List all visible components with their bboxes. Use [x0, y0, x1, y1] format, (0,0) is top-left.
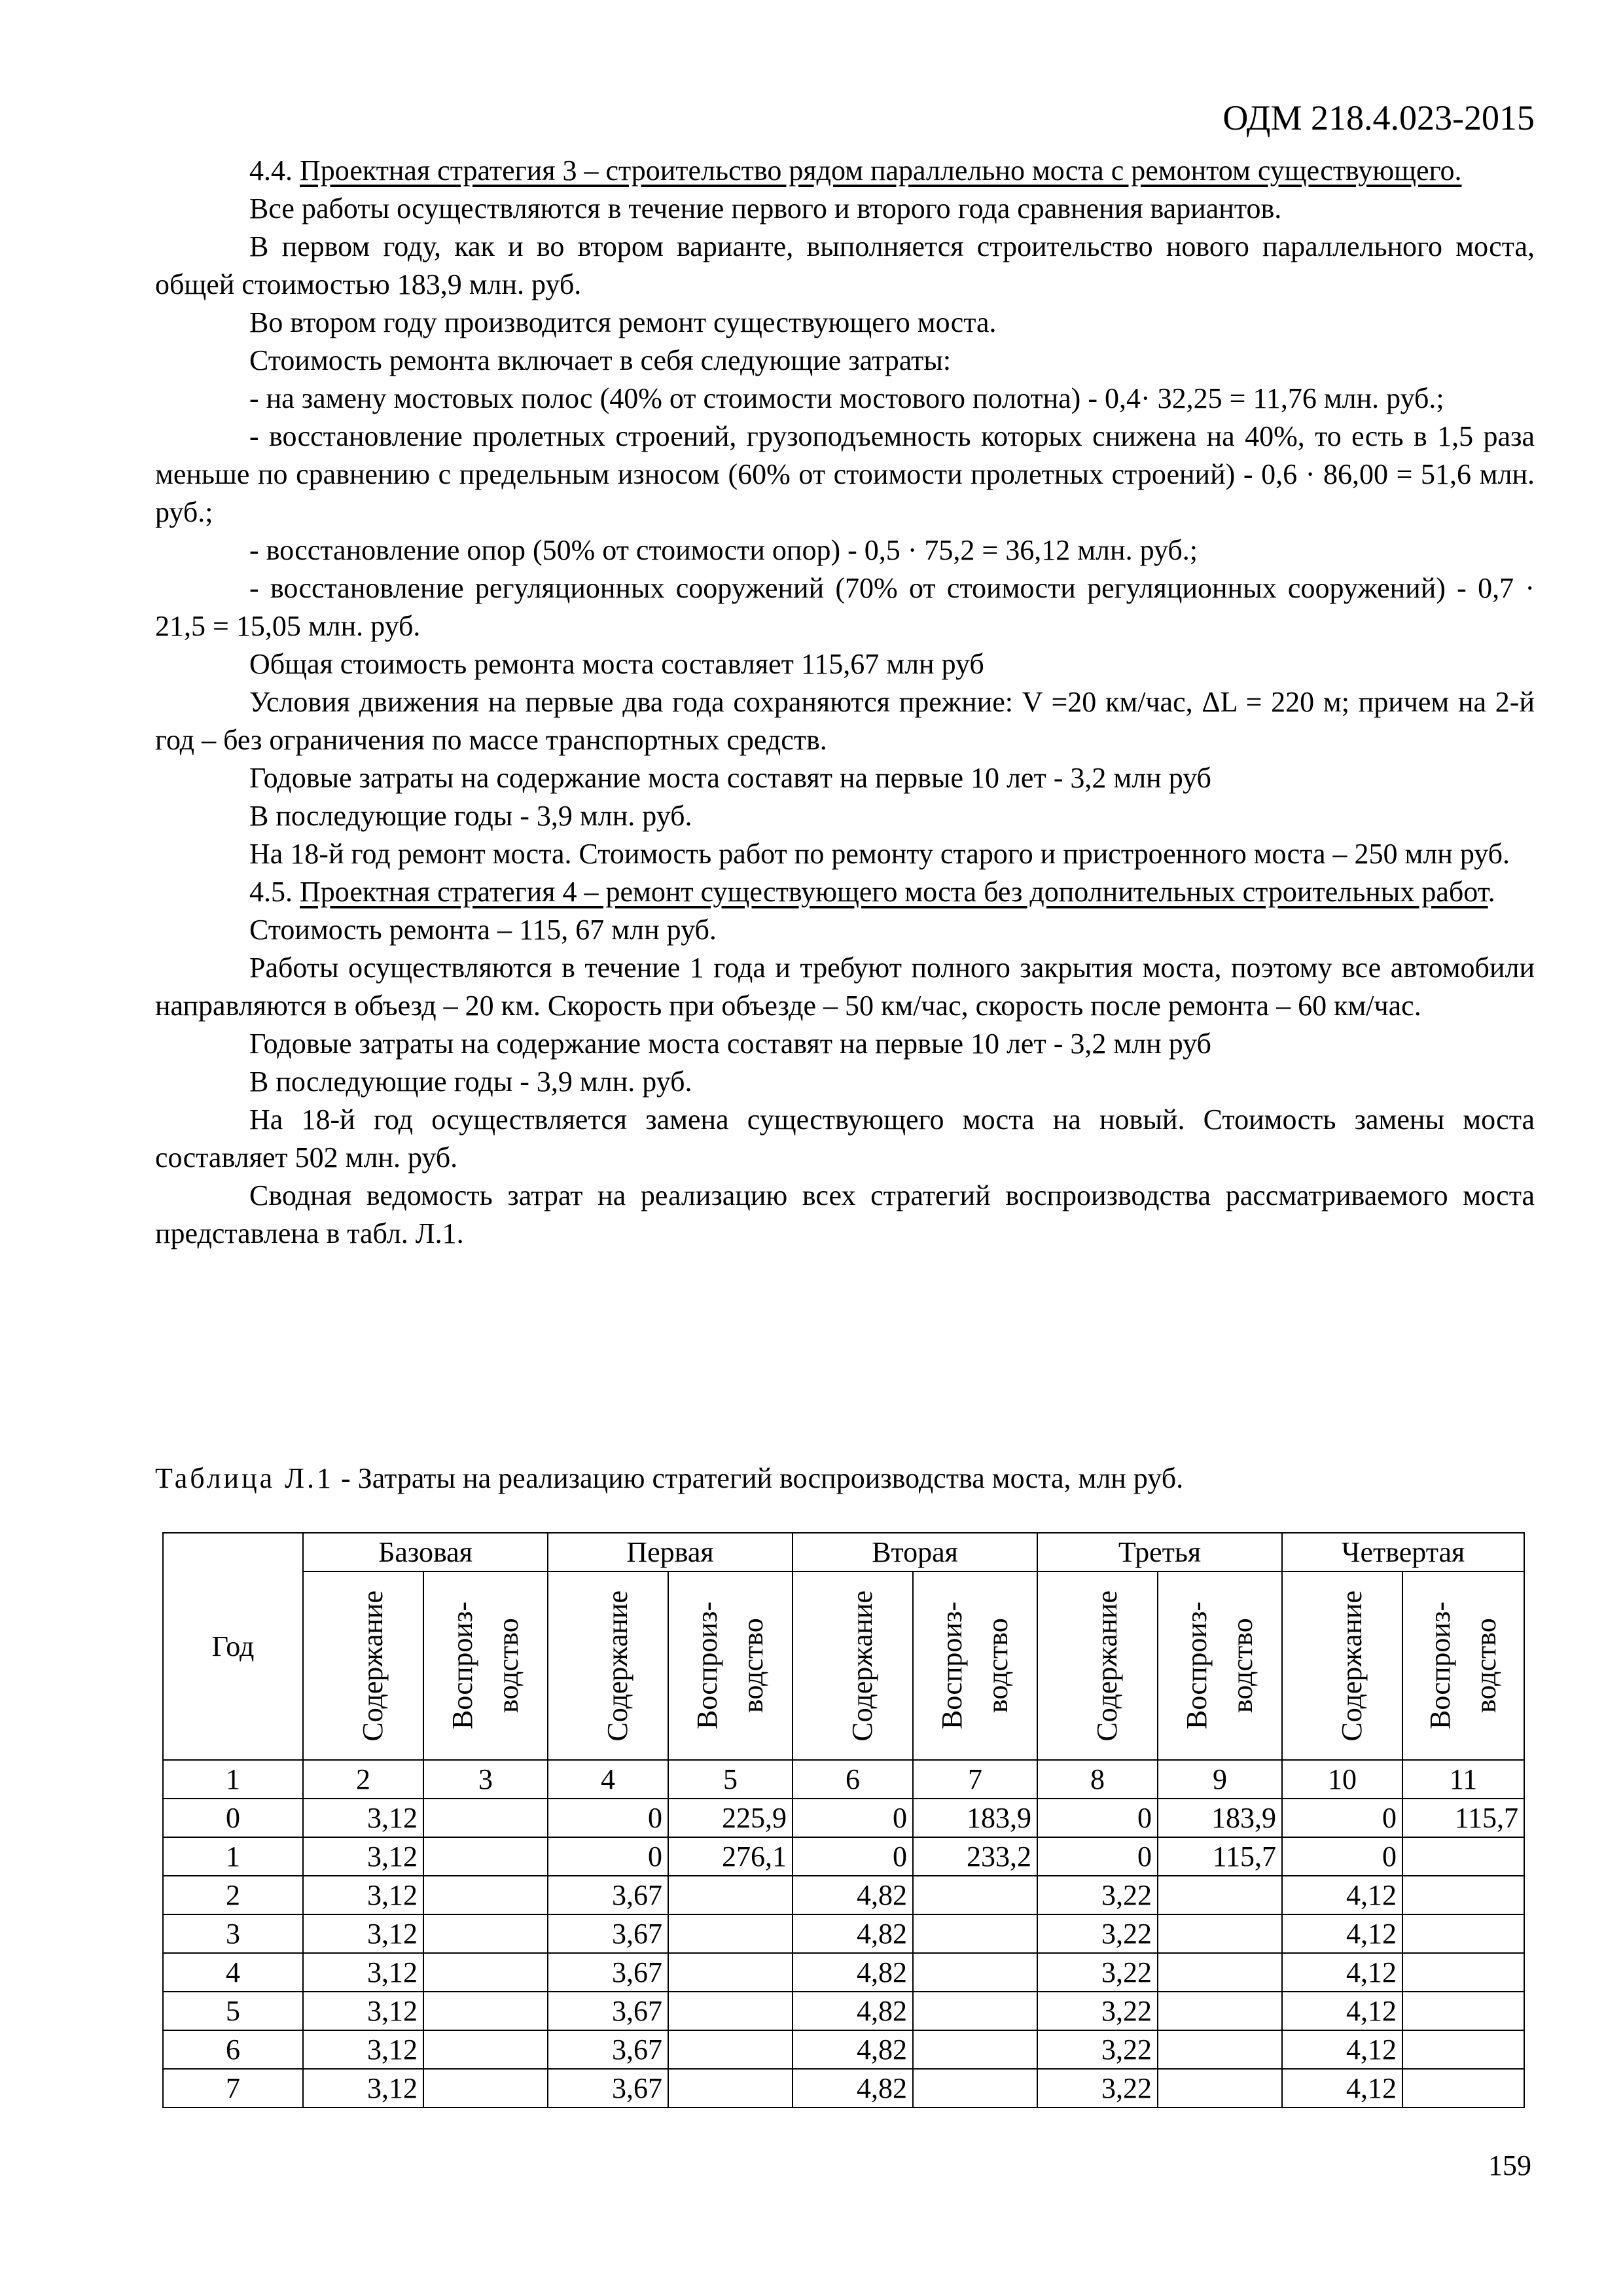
value-cell: [423, 1953, 548, 1992]
sub-header-label: Содержание: [1091, 1590, 1124, 1742]
value-cell: 225,9: [668, 1799, 793, 1837]
column-number-cell: 2: [303, 1760, 423, 1799]
value-cell: [423, 1914, 548, 1953]
year-cell: 3: [163, 1914, 303, 1953]
value-cell: 4,82: [793, 1876, 913, 1914]
value-cell: [423, 2069, 548, 2108]
value-cell: 276,1: [668, 1837, 793, 1876]
value-cell: [1402, 1837, 1524, 1876]
value-cell: 3,22: [1037, 2030, 1158, 2069]
cost-table: [162, 1532, 1525, 2108]
value-cell: 115,7: [1402, 1799, 1524, 1837]
value-cell: 3,67: [548, 2069, 668, 2108]
table-body: [163, 1760, 1524, 2108]
paragraph: - восстановление регуляционных сооружений (70% от стоимости регуляционных сооружений) - 0,7 · 21,5 = 15,05 млн. руб.: [155, 572, 1535, 642]
value-cell: 3,12: [303, 1837, 423, 1876]
value-cell: 3,12: [303, 1953, 423, 1992]
sub-header-label: Воспроиз- водство: [446, 1602, 524, 1730]
table-row: [163, 1837, 1524, 1876]
value-cell: 3,67: [548, 1992, 668, 2030]
table-caption: [155, 1460, 1183, 1498]
value-cell: 3,12: [303, 1992, 423, 2030]
table-row: [163, 1914, 1524, 1953]
paragraph: На 18-й год осуществляется замена существующего моста на новый. Стоимость замены моста составляет 502 млн. руб.: [155, 1103, 1535, 1174]
value-cell: 4,82: [793, 1992, 913, 2030]
value-cell: [913, 1914, 1037, 1953]
value-cell: 3,22: [1037, 1914, 1158, 1953]
value-cell: [668, 2069, 793, 2108]
body-text: [155, 152, 1535, 1253]
table-row: [163, 1799, 1524, 1837]
value-cell: 183,9: [1158, 1799, 1282, 1837]
sub-header-row: [163, 1571, 1524, 1760]
value-cell: 0: [1037, 1837, 1158, 1876]
sub-header-label: Воспроиз- водство: [1424, 1602, 1503, 1730]
value-cell: [913, 1992, 1037, 2030]
paragraph: - восстановление пролетных строений, грузоподъемность которых снижена на 40%, то есть в 1,5 раза меньше по сравнению с предельным износом (60% от стоимости пролетных строений) - 0,6 · 86,00 = 51,6 млн. руб.;: [155, 420, 1535, 528]
value-cell: [668, 1914, 793, 1953]
paragraph: В последующие годы - 3,9 млн. руб.: [249, 1066, 692, 1098]
sub-header-label: Воспроиз- водство: [936, 1602, 1014, 1730]
column-number-cell: 1: [163, 1760, 303, 1799]
value-cell: [1402, 1914, 1524, 1953]
value-cell: 0: [1037, 1799, 1158, 1837]
sub-header-reproduction: [913, 1571, 1037, 1760]
paragraph: Общая стоимость ремонта моста составляет 115,67 млн руб: [249, 648, 984, 680]
group-header-second: Вторая: [793, 1533, 1037, 1571]
sub-header-reproduction: [1158, 1571, 1282, 1760]
sub-header-reproduction: [1402, 1571, 1524, 1760]
value-cell: 0: [1282, 1837, 1402, 1876]
paragraph: - на замену мостовых полос (40% от стоимости мостового полотна) - 0,4· 32,25 = 11,76 млн. руб.;: [249, 382, 1444, 414]
value-cell: [913, 2030, 1037, 2069]
paragraph: Во втором году производится ремонт существующего моста.: [249, 306, 997, 338]
column-number-cell: 4: [548, 1760, 668, 1799]
value-cell: 4,82: [793, 2030, 913, 2069]
column-number-cell: 11: [1402, 1760, 1524, 1799]
value-cell: [1402, 1953, 1524, 1992]
value-cell: [668, 2030, 793, 2069]
group-header-first: Первая: [548, 1533, 793, 1571]
value-cell: [423, 1799, 548, 1837]
year-cell: 4: [163, 1953, 303, 1992]
table-row: [163, 1876, 1524, 1914]
value-cell: [423, 2030, 548, 2069]
column-number-cell: 6: [793, 1760, 913, 1799]
value-cell: 4,82: [793, 1914, 913, 1953]
year-cell: 7: [163, 2069, 303, 2108]
value-cell: 115,7: [1158, 1837, 1282, 1876]
value-cell: [1158, 2030, 1282, 2069]
value-cell: 0: [793, 1799, 913, 1837]
value-cell: [423, 1876, 548, 1914]
sub-header-label: Содержание: [846, 1590, 879, 1742]
value-cell: [1158, 1914, 1282, 1953]
column-number-row: [163, 1760, 1524, 1799]
year-cell: 0: [163, 1799, 303, 1837]
paragraph: Работы осуществляются в течение 1 года и требуют полного закрытия моста, поэтому все автомобили направляются в объезд – 20 км. Скорость при объезде – 50 км/час, скорость после ремонта – 60 км/час.: [155, 952, 1535, 1022]
paragraph: Годовые затраты на содержание моста составят на первые 10 лет - 3,2 млн руб: [249, 762, 1211, 794]
value-cell: [1158, 1876, 1282, 1914]
column-number-cell: 5: [668, 1760, 793, 1799]
value-cell: 4,12: [1282, 1953, 1402, 1992]
sub-header-maintenance: [1282, 1571, 1402, 1760]
value-cell: 4,12: [1282, 2030, 1402, 2069]
paragraph: На 18-й год ремонт моста. Стоимость работ по ремонту старого и пристроенного моста – 250 млн руб.: [249, 838, 1510, 870]
value-cell: [1402, 1992, 1524, 2030]
value-cell: [1402, 2030, 1524, 2069]
value-cell: [1402, 2069, 1524, 2108]
column-number-cell: 8: [1037, 1760, 1158, 1799]
column-number-cell: 7: [913, 1760, 1037, 1799]
value-cell: 0: [548, 1799, 668, 1837]
year-cell: 2: [163, 1876, 303, 1914]
value-cell: 4,12: [1282, 1876, 1402, 1914]
value-cell: 3,12: [303, 2069, 423, 2108]
value-cell: 233,2: [913, 1837, 1037, 1876]
value-cell: 4,82: [793, 2069, 913, 2108]
column-number-cell: 3: [423, 1760, 548, 1799]
year-cell: 1: [163, 1837, 303, 1876]
value-cell: [1158, 1953, 1282, 1992]
paragraph: [155, 152, 1535, 190]
value-cell: 0: [1282, 1799, 1402, 1837]
table-header: [163, 1533, 1524, 1760]
value-cell: 4,12: [1282, 2069, 1402, 2108]
sub-header-reproduction: [668, 1571, 793, 1760]
value-cell: 0: [548, 1837, 668, 1876]
table-row: [163, 1992, 1524, 2030]
section-number: 4.4.: [249, 154, 300, 187]
section-number: 4.5.: [249, 876, 300, 908]
value-cell: [668, 1992, 793, 2030]
value-cell: 3,67: [548, 1914, 668, 1953]
year-header: Год: [163, 1533, 303, 1760]
sub-header-maintenance: [303, 1571, 423, 1760]
table-caption-text: - Затраты на реализацию стратегий воспроизводства моста, млн руб.: [334, 1462, 1184, 1494]
value-cell: 3,67: [548, 1876, 668, 1914]
value-cell: [423, 1837, 548, 1876]
sub-header-maintenance: [793, 1571, 913, 1760]
table-row: [163, 2069, 1524, 2108]
column-number-cell: 10: [1282, 1760, 1402, 1799]
value-cell: 3,67: [548, 2030, 668, 2069]
section-heading: Проектная стратегия 3 – строительство рядом параллельно моста с ремонтом существующего.: [300, 154, 1462, 187]
paragraph: Сводная ведомость затрат на реализацию всех стратегий воспроизводства рассматриваемого моста представлена в табл. Л.1.: [155, 1179, 1535, 1249]
value-cell: [423, 1992, 548, 2030]
value-cell: [1158, 1992, 1282, 2030]
section-heading: Проектная стратегия 4 – ремонт существующего моста без дополнительных строительных работ: [300, 876, 1488, 908]
table-caption-label: Таблица Л.1: [155, 1462, 334, 1494]
sub-header-label: Содержание: [357, 1590, 389, 1742]
value-cell: [668, 1876, 793, 1914]
value-cell: 3,22: [1037, 1953, 1158, 1992]
value-cell: 0: [793, 1837, 913, 1876]
paragraph: В первом году, как и во втором варианте, выполняется строительство нового параллельного моста, общей стоимостью 183,9 млн. руб.: [155, 230, 1535, 300]
sub-header-maintenance: [548, 1571, 668, 1760]
value-cell: [913, 2069, 1037, 2108]
value-cell: 3,12: [303, 1914, 423, 1953]
value-cell: 3,22: [1037, 2069, 1158, 2108]
document-code: ОДМ 218.4.023-2015: [1222, 98, 1535, 137]
group-header-third: Третья: [1037, 1533, 1282, 1571]
value-cell: 4,82: [793, 1953, 913, 1992]
sub-header-label: Содержание: [601, 1590, 634, 1742]
group-header-base: Базовая: [303, 1533, 548, 1571]
value-cell: 183,9: [913, 1799, 1037, 1837]
year-cell: 6: [163, 2030, 303, 2069]
sub-header-label: Воспроиз- водство: [1181, 1602, 1259, 1730]
sub-header-maintenance: [1037, 1571, 1158, 1760]
paragraph: Все работы осуществляются в течение первого и второго года сравнения вариантов.: [249, 192, 1282, 224]
group-header-row: [163, 1533, 1524, 1571]
section-heading-suffix: .: [1488, 876, 1495, 908]
group-header-fourth: Четвертая: [1282, 1533, 1524, 1571]
year-cell: 5: [163, 1992, 303, 2030]
paragraph: В последующие годы - 3,9 млн. руб.: [249, 800, 692, 832]
paragraph: - восстановление опор (50% от стоимости опор) - 0,5 · 75,2 = 36,12 млн. руб.;: [249, 534, 1198, 566]
page-number: 159: [1488, 2149, 1531, 2181]
paragraph: Условия движения на первые два года сохраняются прежние: V =20 км/час, ΔL = 220 м; причем на 2-й год – без ограничения по массе транспортных средств.: [155, 686, 1535, 756]
value-cell: [913, 1876, 1037, 1914]
value-cell: 3,12: [303, 1799, 423, 1837]
column-number-cell: 9: [1158, 1760, 1282, 1799]
paragraph: Стоимость ремонта включает в себя следующие затраты:: [249, 344, 952, 376]
sub-header-reproduction: [423, 1571, 548, 1760]
value-cell: 3,12: [303, 1876, 423, 1914]
table-row: [163, 1953, 1524, 1992]
value-cell: [1158, 2069, 1282, 2108]
table-row: [163, 2030, 1524, 2069]
sub-header-label: Воспроиз- водство: [691, 1602, 770, 1730]
value-cell: [1402, 1876, 1524, 1914]
value-cell: 4,12: [1282, 1992, 1402, 2030]
value-cell: 3,67: [548, 1953, 668, 1992]
value-cell: 3,22: [1037, 1992, 1158, 2030]
paragraph: Годовые затраты на содержание моста составят на первые 10 лет - 3,2 млн руб: [249, 1028, 1211, 1060]
sub-header-label: Содержание: [1336, 1590, 1368, 1742]
value-cell: [913, 1953, 1037, 1992]
value-cell: 4,12: [1282, 1914, 1402, 1953]
paragraph: [155, 873, 1535, 911]
paragraph: Стоимость ремонта – 115, 67 млн руб.: [249, 914, 717, 946]
value-cell: 3,12: [303, 2030, 423, 2069]
value-cell: 3,22: [1037, 1876, 1158, 1914]
value-cell: [668, 1953, 793, 1992]
